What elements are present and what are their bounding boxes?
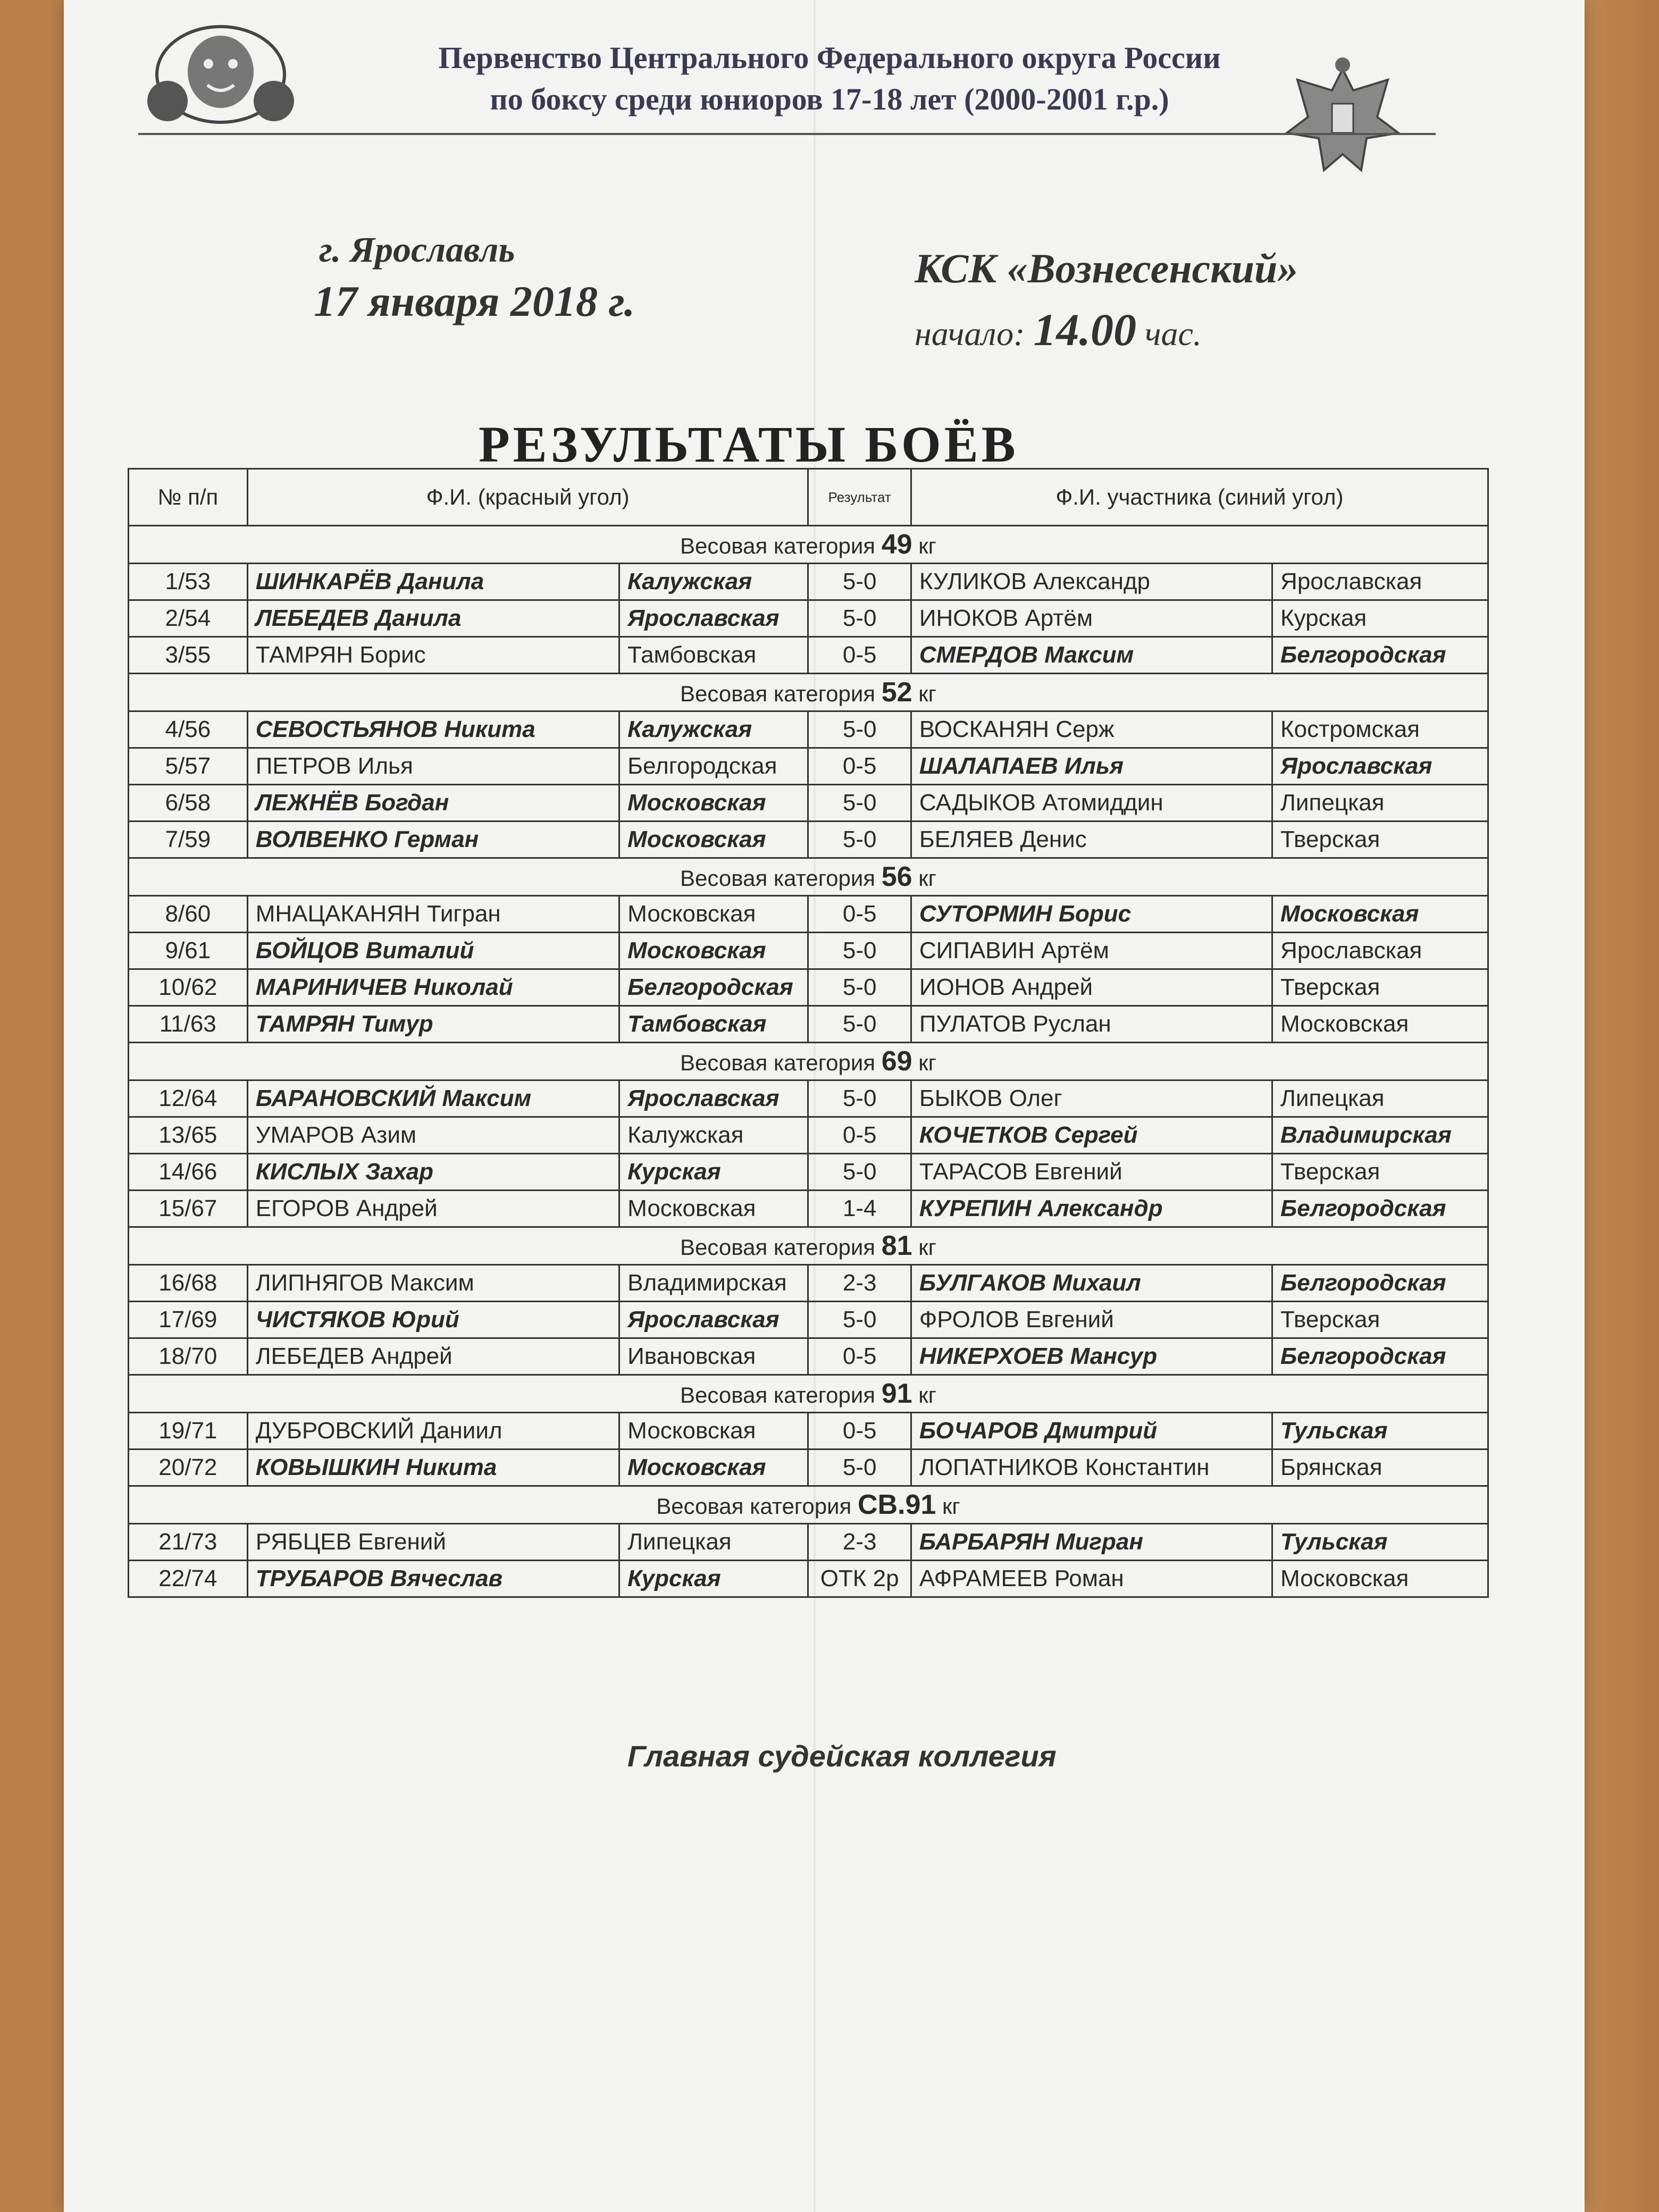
bout-result: 0-5 (808, 637, 911, 674)
blue-corner-region: Ярославская (1272, 564, 1488, 600)
red-corner-region: Калужская (619, 711, 808, 748)
bout-result: 5-0 (808, 969, 911, 1006)
blue-corner-region: Тверская (1272, 969, 1488, 1006)
title-line-1: Первенство Центрального Федерального округа России (438, 40, 1221, 75)
red-corner-name: ТАМРЯН Борис (247, 637, 619, 674)
blue-corner-name: АФРАМЕЕВ Роман (911, 1561, 1272, 1597)
bout-number: 12/64 (129, 1080, 248, 1117)
bout-result: 5-0 (808, 564, 911, 600)
bout-number: 22/74 (129, 1561, 248, 1597)
red-corner-region: Ярославская (619, 1080, 808, 1117)
bout-result: 5-0 (808, 822, 911, 858)
red-corner-region: Московская (619, 785, 808, 822)
start-time: 14.00 (1033, 304, 1136, 355)
header-result: Результат (808, 469, 911, 526)
bout-number: 17/69 (129, 1302, 248, 1338)
bout-result: 5-0 (808, 1080, 911, 1117)
bout-number: 2/54 (129, 600, 248, 637)
table-row (129, 1154, 1488, 1191)
table-row (129, 1117, 1488, 1154)
bout-number: 1/53 (129, 564, 248, 600)
blue-corner-region: Тверская (1272, 822, 1488, 858)
blue-corner-name: СУТОРМИН Борис (911, 896, 1272, 933)
red-corner-region: Тамбовская (619, 1006, 808, 1043)
blue-corner-region: Брянская (1272, 1449, 1488, 1486)
table-row (129, 969, 1488, 1006)
results-table (128, 468, 1489, 1598)
red-corner-name: КИСЛЫХ Захар (247, 1154, 619, 1191)
weight-category-cell (129, 1227, 1488, 1265)
bout-result: 0-5 (808, 1413, 911, 1449)
red-corner-name: БАРАНОВСКИЙ Максим (247, 1080, 619, 1117)
bout-number: 20/72 (129, 1449, 248, 1486)
red-corner-name: КОВЫШКИН Никита (247, 1449, 619, 1486)
red-corner-name: ЛЕБЕДЕВ Данила (247, 600, 619, 637)
start-label: начало: (915, 315, 1025, 353)
results-heading: РЕЗУЛЬТАТЫ БОЁВ (479, 416, 1019, 473)
category-weight: 56 (881, 861, 912, 892)
bout-result: 2-3 (808, 1524, 911, 1561)
blue-corner-name: НИКЕРХОЕВ Мансур (911, 1338, 1272, 1375)
red-corner-region: Ивановская (619, 1338, 808, 1375)
table-row (129, 1413, 1488, 1449)
red-corner-name: ДУБРОВСКИЙ Даниил (247, 1413, 619, 1449)
red-corner-name: ЛЕБЕДЕВ Андрей (247, 1338, 619, 1375)
bout-number: 16/68 (129, 1265, 248, 1302)
blue-corner-name: ИНОКОВ Артём (911, 600, 1272, 637)
blue-corner-name: СМЕРДОВ Максим (911, 637, 1272, 674)
red-corner-region: Ярославская (619, 1302, 808, 1338)
blue-corner-region: Белгородская (1272, 1191, 1488, 1227)
category-label: Весовая категория (680, 866, 876, 891)
blue-corner-region: Ярославская (1272, 933, 1488, 969)
blue-corner-name: ВОСКАНЯН Серж (911, 711, 1272, 748)
table-row (129, 564, 1488, 600)
red-corner-name: МНАЦАКАНЯН Тигран (247, 896, 619, 933)
blue-corner-region: Московская (1272, 1006, 1488, 1043)
table-row (129, 637, 1488, 674)
table-row (129, 1561, 1488, 1597)
weight-category-cell (129, 858, 1488, 896)
blue-corner-region: Тульская (1272, 1524, 1488, 1561)
category-weight: 91 (881, 1378, 912, 1409)
red-corner-region: Тамбовская (619, 637, 808, 674)
bout-result: 5-0 (808, 933, 911, 969)
blue-corner-name: ТАРАСОВ Евгений (911, 1154, 1272, 1191)
judges-panel: Главная судейская коллегия (627, 1739, 1057, 1773)
bout-result: 5-0 (808, 1449, 911, 1486)
blue-corner-name: КОЧЕТКОВ Сергей (911, 1117, 1272, 1154)
event-date: 17 января 2018 г. (314, 277, 635, 325)
category-label: Весовая категория (656, 1494, 852, 1519)
weight-category-row (129, 1227, 1488, 1265)
bout-number: 5/57 (129, 748, 248, 785)
bout-result: 5-0 (808, 1154, 911, 1191)
blue-corner-name: КУЛИКОВ Александр (911, 564, 1272, 600)
boxing-tiger-logo-icon (144, 21, 298, 128)
table-row (129, 748, 1488, 785)
weight-category-row (129, 1043, 1488, 1080)
bout-result: 5-0 (808, 1006, 911, 1043)
category-unit: кг (918, 533, 936, 558)
blue-corner-region: Костромская (1272, 711, 1488, 748)
red-corner-name: БОЙЦОВ Виталий (247, 933, 619, 969)
category-unit: кг (918, 681, 936, 706)
category-unit: кг (918, 1235, 936, 1260)
bout-number: 9/61 (129, 933, 248, 969)
blue-corner-region: Белгородская (1272, 1265, 1488, 1302)
blue-corner-name: ШАЛАПАЕВ Илья (911, 748, 1272, 785)
bout-number: 15/67 (129, 1191, 248, 1227)
category-label: Весовая категория (680, 681, 876, 706)
bout-result: 5-0 (808, 1302, 911, 1338)
blue-corner-region: Московская (1272, 896, 1488, 933)
bout-number: 13/65 (129, 1117, 248, 1154)
table-row (129, 1338, 1488, 1375)
red-corner-name: СЕВОСТЬЯНОВ Никита (247, 711, 619, 748)
category-label: Весовая категория (680, 1235, 876, 1260)
table-row (129, 1006, 1488, 1043)
championship-title (298, 37, 1361, 120)
red-corner-region: Курская (619, 1561, 808, 1597)
red-corner-name: УМАРОВ Азим (247, 1117, 619, 1154)
blue-corner-name: БЕЛЯЕВ Денис (911, 822, 1272, 858)
red-corner-region: Московская (619, 896, 808, 933)
weight-category-cell (129, 1043, 1488, 1080)
blue-corner-region: Тверская (1272, 1302, 1488, 1338)
red-corner-name: ЛИПНЯГОВ Максим (247, 1265, 619, 1302)
bout-result: 5-0 (808, 600, 911, 637)
title-line-2: по боксу среди юниоров 17-18 лет (2000-2001 г.р.) (490, 82, 1169, 116)
bout-number: 3/55 (129, 637, 248, 674)
category-label: Весовая категория (680, 533, 876, 558)
red-corner-name: ЕГОРОВ Андрей (247, 1191, 619, 1227)
red-corner-region: Ярославская (619, 600, 808, 637)
weight-category-cell (129, 526, 1488, 564)
bout-result: 0-5 (808, 896, 911, 933)
bout-result: 0-5 (808, 748, 911, 785)
blue-corner-name: СИПАВИН Артём (911, 933, 1272, 969)
category-weight: 81 (881, 1230, 912, 1261)
red-corner-region: Курская (619, 1154, 808, 1191)
table-row (129, 1191, 1488, 1227)
bout-result: 0-5 (808, 1338, 911, 1375)
red-corner-name: ТРУБАРОВ Вячеслав (247, 1561, 619, 1597)
red-corner-region: Владимирская (619, 1265, 808, 1302)
blue-corner-name: ИОНОВ Андрей (911, 969, 1272, 1006)
bout-result: 5-0 (808, 711, 911, 748)
bout-number: 8/60 (129, 896, 248, 933)
header-red-corner: Ф.И. (красный угол) (247, 469, 808, 526)
blue-corner-region: Тульская (1272, 1413, 1488, 1449)
red-corner-name: ВОЛВЕНКО Герман (247, 822, 619, 858)
blue-corner-name: БОЧАРОВ Дмитрий (911, 1413, 1272, 1449)
blue-corner-name: ПУЛАТОВ Руслан (911, 1006, 1272, 1043)
bout-number: 6/58 (129, 785, 248, 822)
event-venue: КСК «Вознесенский» (915, 245, 1298, 291)
header-num: № п/п (129, 469, 248, 526)
red-corner-region: Московская (619, 1191, 808, 1227)
table-row (129, 600, 1488, 637)
weight-category-row (129, 526, 1488, 564)
bout-result: 5-0 (808, 785, 911, 822)
category-unit: кг (918, 866, 936, 891)
weight-category-row (129, 1375, 1488, 1413)
bout-number: 14/66 (129, 1154, 248, 1191)
category-weight: 52 (881, 677, 912, 708)
red-corner-name: МАРИНИЧЕВ Николай (247, 969, 619, 1006)
bout-result: 0-5 (808, 1117, 911, 1154)
results-body (129, 526, 1488, 1597)
red-corner-region: Московская (619, 1413, 808, 1449)
bout-result: 2-3 (808, 1265, 911, 1302)
red-corner-name: ТАМРЯН Тимур (247, 1006, 619, 1043)
bout-number: 4/56 (129, 711, 248, 748)
blue-corner-name: КУРЕПИН Александр (911, 1191, 1272, 1227)
table-row (129, 1080, 1488, 1117)
blue-corner-name: БАРБАРЯН Мигран (911, 1524, 1272, 1561)
blue-corner-name: ФРОЛОВ Евгений (911, 1302, 1272, 1338)
blue-corner-name: САДЫКОВ Атомиддин (911, 785, 1272, 822)
bout-number: 19/71 (129, 1413, 248, 1449)
blue-corner-region: Курская (1272, 600, 1488, 637)
blue-corner-region: Белгородская (1272, 1338, 1488, 1375)
blue-corner-region: Ярославская (1272, 748, 1488, 785)
bout-number: 11/63 (129, 1006, 248, 1043)
blue-corner-region: Владимирская (1272, 1117, 1488, 1154)
category-weight: СВ.91 (857, 1489, 936, 1520)
category-unit: кг (918, 1050, 936, 1075)
red-corner-name: ПЕТРОВ Илья (247, 748, 619, 785)
blue-corner-region: Московская (1272, 1561, 1488, 1597)
table-row (129, 785, 1488, 822)
red-corner-region: Белгородская (619, 969, 808, 1006)
bout-number: 10/62 (129, 969, 248, 1006)
bout-number: 21/73 (129, 1524, 248, 1561)
weight-category-cell (129, 1486, 1488, 1524)
start-unit: час. (1144, 315, 1202, 353)
table-row (129, 1265, 1488, 1302)
blue-corner-region: Липецкая (1272, 1080, 1488, 1117)
table-header-row (129, 469, 1488, 526)
event-start (915, 303, 1202, 356)
blue-corner-name: ЛОПАТНИКОВ Константин (911, 1449, 1272, 1486)
blue-corner-name: БУЛГАКОВ Михаил (911, 1265, 1272, 1302)
weight-category-cell (129, 1375, 1488, 1413)
weight-category-row (129, 674, 1488, 711)
red-corner-region: Московская (619, 933, 808, 969)
category-weight: 69 (881, 1046, 912, 1077)
red-corner-region: Липецкая (619, 1524, 808, 1561)
table-row (129, 1524, 1488, 1561)
weight-category-row (129, 1486, 1488, 1524)
category-label: Весовая категория (680, 1050, 876, 1075)
blue-corner-name: БЫКОВ Олег (911, 1080, 1272, 1117)
red-corner-name: ЧИСТЯКОВ Юрий (247, 1302, 619, 1338)
bout-result: 1-4 (808, 1191, 911, 1227)
header-blue-corner: Ф.И. участника (синий угол) (911, 469, 1488, 526)
category-unit: кг (918, 1382, 936, 1407)
bout-number: 18/70 (129, 1338, 248, 1375)
blue-corner-region: Тверская (1272, 1154, 1488, 1191)
table-row (129, 822, 1488, 858)
red-corner-region: Московская (619, 822, 808, 858)
header-divider (138, 133, 1436, 135)
bout-number: 7/59 (129, 822, 248, 858)
red-corner-region: Калужская (619, 564, 808, 600)
category-label: Весовая категория (680, 1382, 876, 1407)
red-corner-region: Белгородская (619, 748, 808, 785)
blue-corner-region: Липецкая (1272, 785, 1488, 822)
table-row (129, 1302, 1488, 1338)
bout-result: ОТК 2р (808, 1561, 911, 1597)
category-unit: кг (942, 1494, 960, 1519)
table-row (129, 1449, 1488, 1486)
red-corner-region: Калужская (619, 1117, 808, 1154)
category-weight: 49 (881, 529, 912, 560)
event-city: г. Ярославль (319, 229, 515, 270)
table-row (129, 896, 1488, 933)
red-corner-name: ШИНКАРЁВ Данила (247, 564, 619, 600)
red-corner-name: ЛЕЖНЁВ Богдан (247, 785, 619, 822)
red-corner-name: РЯБЦЕВ Евгений (247, 1524, 619, 1561)
table-row (129, 711, 1488, 748)
weight-category-cell (129, 674, 1488, 711)
blue-corner-region: Белгородская (1272, 637, 1488, 674)
weight-category-row (129, 858, 1488, 896)
table-row (129, 933, 1488, 969)
red-corner-region: Московская (619, 1449, 808, 1486)
